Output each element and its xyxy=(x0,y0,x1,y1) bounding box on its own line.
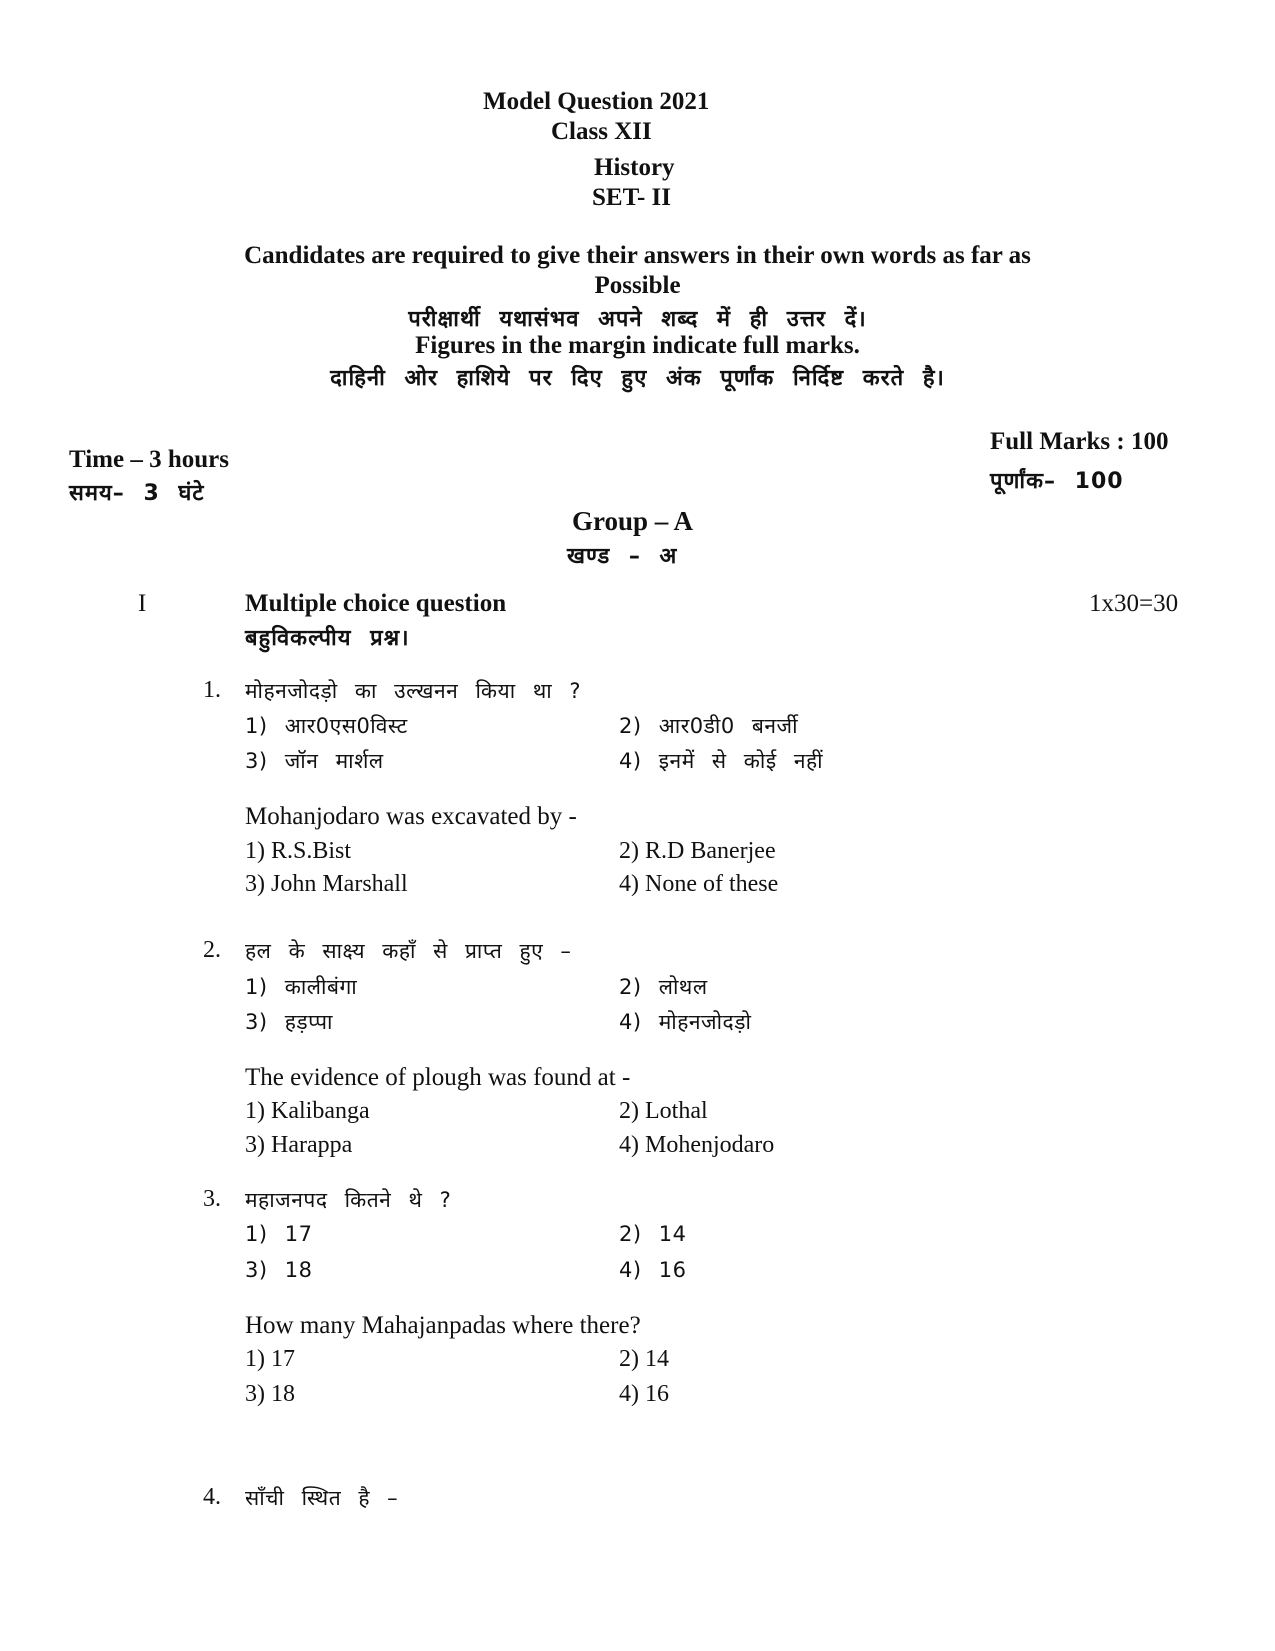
option-hi: 1) आर0एस0विस्ट xyxy=(245,714,408,738)
option-en: 1) 17 xyxy=(245,1346,295,1372)
instruction-hi-1: परीक्षार्थी यथासंभव अपने शब्द में ही उत्तर दें। xyxy=(408,307,867,332)
question-number: 3. xyxy=(203,1186,221,1212)
option-hi: 2) 14 xyxy=(619,1222,687,1246)
question-number: 1. xyxy=(203,677,221,703)
full-marks-hi: पूर्णांक– 100 xyxy=(990,469,1124,494)
question-text-en: How many Mahajanpadas where there? xyxy=(245,1312,641,1339)
option-en: 2) R.D Banerjee xyxy=(619,838,776,864)
option-en: 2) 14 xyxy=(619,1346,669,1372)
option-hi: 2) आर0डी0 बनर्जी xyxy=(619,714,799,738)
option-en: 3) 18 xyxy=(245,1381,295,1407)
option-en: 4) Mohenjodaro xyxy=(619,1132,775,1158)
option-hi: 1) 17 xyxy=(245,1222,313,1246)
option-en: 3) Harappa xyxy=(245,1132,353,1158)
instruction-hi-2: दाहिनी ओर हाशिये पर दिए हुए अंक पूर्णांक निर्दिष्ट करते है। xyxy=(330,366,945,391)
option-hi: 3) जॉन मार्शल xyxy=(245,749,384,773)
question-text-en: The evidence of plough was found at - xyxy=(245,1064,631,1091)
option-en: 1) R.S.Bist xyxy=(245,838,352,864)
section-title-en: Multiple choice question xyxy=(245,590,507,617)
instruction-en-1: Candidates are required to give their answers in their own words as far as xyxy=(244,242,1031,269)
header-class: Class XII xyxy=(551,118,652,145)
option-hi: 4) इनमें से कोई नहीं xyxy=(619,749,824,773)
section-roman: I xyxy=(138,590,147,617)
instruction-en-2: Figures in the margin indicate full marks. xyxy=(415,332,860,359)
group-title-hi: खण्ड – अ xyxy=(567,544,678,569)
option-hi: 1) कालीबंगा xyxy=(245,975,358,999)
question-text-en: Mohanjodaro was excavated by - xyxy=(245,803,577,830)
option-hi: 4) मोहनजोदड़ो xyxy=(619,1010,752,1034)
option-en: 2) Lothal xyxy=(619,1098,708,1124)
group-title-en: Group – A xyxy=(572,506,694,536)
option-en: 3) John Marshall xyxy=(245,871,408,897)
option-hi: 3) 18 xyxy=(245,1258,313,1282)
option-en: 1) Kalibanga xyxy=(245,1098,370,1124)
question-text-hi: हल के साक्ष्य कहाँ से प्राप्त हुए – xyxy=(245,939,572,963)
option-en: 4) 16 xyxy=(619,1381,669,1407)
time-en: Time – 3 hours xyxy=(69,446,229,473)
option-hi: 2) लोथल xyxy=(619,975,708,999)
full-marks-en: Full Marks : 100 xyxy=(990,428,1169,455)
header-subject: History xyxy=(594,154,675,181)
header-set: SET- II xyxy=(592,184,671,211)
question-number: 4. xyxy=(203,1484,221,1510)
question-text-hi: साँची स्थित है – xyxy=(245,1486,399,1510)
instruction-en-1b: Possible xyxy=(594,272,681,299)
time-hi: समय– 3 घंटे xyxy=(69,481,205,506)
option-hi: 3) हड़प्पा xyxy=(245,1010,333,1034)
option-hi: 4) 16 xyxy=(619,1258,687,1282)
question-text-hi: महाजनपद कितने थे ? xyxy=(245,1188,452,1212)
question-number: 2. xyxy=(203,937,221,963)
question-text-hi: मोहनजोदड़ो का उल्खनन किया था ? xyxy=(245,679,582,703)
option-en: 4) None of these xyxy=(619,871,779,897)
header-title: Model Question 2021 xyxy=(483,88,710,115)
section-marks: 1x30=30 xyxy=(1089,590,1179,617)
section-title-hi: बहुविकल्पीय प्रश्न। xyxy=(245,626,410,651)
